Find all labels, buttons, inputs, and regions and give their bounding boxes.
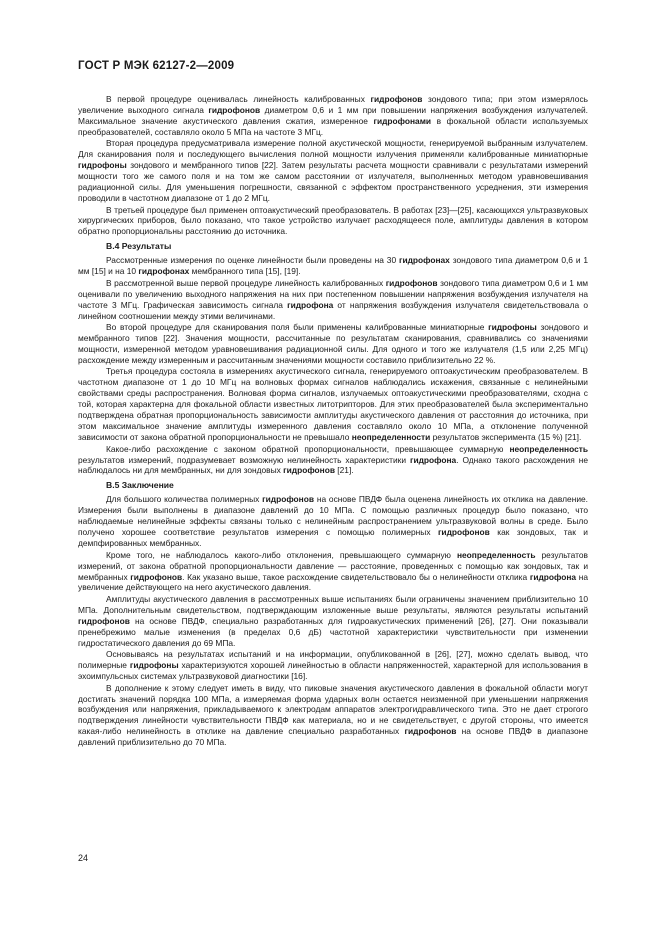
bold-term: гидрофонов — [385, 277, 438, 288]
paragraph: Во второй процедуре для сканирования поля были применены калиброванные миниатюрные гидрофоны зондового и мембранного типов [22]. Значения мощности, рассчитанные по результатам сканирования, сравнивались со значениями мощности, измеренной методом уравновешивания радиационной силы. Для одного и того же излучателя (1,5 или 2,25 МГц) расхождение между измеренным и рассчитанным значениями мощности составило приблизительно 22 %. — [78, 322, 588, 365]
bold-term: гидрофонов — [262, 494, 314, 505]
paragraph: Для большого количества полимерных гидрофонов на основе ПВДФ была оценена линейность их отклика на давление. Измерения были выполнены в диапазоне давлений до 10 МПа. С помощью различных процедур было показано, что наблюдаемые нелинейные эффекты связаны только с нелинейным распространением ультразвуковой волны в среде. Было получено хорошее соответствие результатов измерения с помощью полимерных гидрофонов как зондовых, так и демпфированных мембранных. — [78, 494, 588, 549]
bold-term: гидрофонов — [404, 726, 457, 737]
bold-term: гидрофонов — [208, 104, 261, 115]
bold-term: гидрофоны — [488, 322, 537, 333]
paragraph: В дополнение к этому следует иметь в виду, что пиковые значения акустического давления в фокальной области могут достигать значений порядка 100 МПа, а измеряемая форма ударных волн остается неизменной при уменьшении напряжения возбуждения или напряжения, прикладываемого к электродам аппаратов электрогидравлического типа. Это не дает строгого подтверждения линейности чувствительности ПВДФ как материала, но и не свидетельствует, с другой стороны, что имеется какая-либо нелинейность в отклике на давление специально разработанных гидрофонов на основе ПВДФ в диапазоне давлений приблизительно до 70 МПа. — [78, 682, 588, 748]
bold-term: неопределенности — [351, 432, 431, 443]
bold-term: гидрофона — [287, 299, 334, 310]
section-heading: В.4 Результаты — [106, 241, 172, 252]
document-header: ГОСТ Р МЭК 62127-2—2009 — [78, 60, 235, 72]
paragraph: Какое-либо расхождение с законом обратной пропорциональности, превышающее суммарную неопределенность результатов измерений, подразумевает возможную нелинейность характеристики гидрофона. Однако такого расхождения не наблюдалось ни для мембранных, ни для зондовых гидрофонов [21]. — [78, 443, 588, 476]
paragraph: Рассмотренные измерения по оценке линейности были проведены на 30 гидрофонах зондового типа диаметром 0,6 и 1 мм [15] и на 10 гидрофонах мембранного типа [15], [19]. — [78, 255, 588, 277]
bold-term: гидрофоны — [78, 160, 127, 171]
bold-term: неопределенность — [509, 443, 588, 454]
bold-term: гидрофонов — [283, 465, 335, 476]
bold-term: гидрофона — [409, 454, 457, 465]
bold-term: гидрофона — [529, 571, 577, 582]
bold-term: гидрофоны — [129, 660, 179, 671]
paragraph: В рассмотренной выше первой процедуре линейность калиброванных гидрофонов зондового типа диаметром 0,6 и 1 мм оценивали по увеличению выходного напряжения на них при постепенном повышении напряжения возбуждения излучателя на частоте 3 МГц. Графическая зависимость сигнала гидрофона от напряжения возбуждения излучателя свидетельствовала о линейном соотношении между этими величинами. — [78, 277, 588, 321]
bold-term: гидрофонов — [370, 94, 423, 104]
document-body — [78, 94, 588, 749]
paragraph: Амплитуды акустического давления в рассмотренных выше испытаниях были ограничены значением приблизительно 10 МПа. Дополнительным свидетельством, подтверждающим изложенные выше результаты, являются результаты испытаний гидрофонов на основе ПВДФ, специально разработанных для гидроакустических применений [26], [27]. Они показывали пренебрежимо малые изменения (в пределах 0,6 дБ) частотной характеристики чувствительности при изменении гидростатического давления до 69 МПа. — [78, 593, 588, 648]
bold-term: гидрофонов — [437, 527, 490, 538]
paragraph: Основываясь на результатах испытаний и на информации, опубликованной в [26], [27], можно сделать вывод, что полимерные гидрофоны характеризуются хорошей линейностью в области напряженностей, характерной для использования в эхоимпульсных системах ультразвуковой диагностики [16]. — [78, 649, 588, 682]
page-number: 24 — [78, 853, 89, 863]
bold-term: гидрофонах — [138, 266, 190, 277]
bold-term: неопределенность — [456, 549, 536, 560]
bold-term: гидрофонов — [78, 615, 130, 626]
bold-term: гидрофонов — [130, 571, 183, 582]
bold-term: гидрофонах — [398, 255, 450, 266]
paragraph: Кроме того, не наблюдалось какого-либо отклонения, превышающего суммарную неопределенность результатов измерений, от закона обратной пропорциональности давление — расстояние, проведенных с помощью как зондовых, так и мембранных гидрофонов. Как указано выше, такое расхождение свидетельствовало бы о нелинейности отклика гидрофона на увеличение действующего на него акустического давления. — [78, 549, 588, 593]
paragraph: Третья процедура состояла в измерениях акустического сигнала, генерируемого оптоакустическим преобразователем. В частотном диапазоне от 1 до 10 МГц на волновых формах сигналов наблюдались искажения, связанные с нелинейными свойствами среды распространения. Волновая форма сигналов, излучаемых оптоакустическими преобразователями, сходна с той, которая характерна для фокальной области известных литотрипторов. Для этих преобразователей была экспериментально подтверждена обратная пропорциональность зависимости амплитуды акустического давления от расстояния до источника, при этом максимальное значение амплитуды измеренного давления составляло около 10 МПа, а отклонение полученной зависимости от закона обратной пропорциональности не превышало неопределенности результатов эксперимента (15 %) [21]. — [78, 366, 588, 443]
paragraph: Вторая процедура предусматривала измерение полной акустической мощности, генерируемой выбранным излучателем. Для сканирования поля и последующего вычисления полной мощности излучения применяли калиброванные миниатюрные гидрофоны зондового и мембранного типов [22]. Затем результаты расчета мощности сравнивали с результатами измерений мощности того же самого поля и на том же самом расстоянии от излучателя, выполненных методом уравновешивания радиационной силы. Для уменьшения погрешности, связанной с эффектом пространственного усреднения, эти измерения проводили в частотном диапазоне от 1 до 2 МГц. — [78, 138, 588, 204]
section-heading: В.5 Заключение — [106, 480, 174, 491]
bold-term: гидрофонами — [373, 115, 432, 126]
paragraph: В первой процедуре оценивалась линейность калиброванных гидрофонов зондового типа; при этом измерялось увеличение выходного сигнала гидрофонов диаметром 0,6 и 1 мм при повышении напряжения возбуждения излучателей. Максимальное значение акустического давления сжатия, измеренное гидрофонами в фокальной области используемых преобразователей, составляло около 5 МПа на частоте 3 МГц. — [78, 94, 588, 137]
paragraph: В третьей процедуре был применен оптоакустический преобразователь. В работах [23]—[25], касающихся ультразвуковых хирургических приборов, было показано, что такое устройство излучает расходящееся поле, амплитуды давления в котором обратно пропорциональны расстоянию до источника. — [78, 204, 588, 237]
